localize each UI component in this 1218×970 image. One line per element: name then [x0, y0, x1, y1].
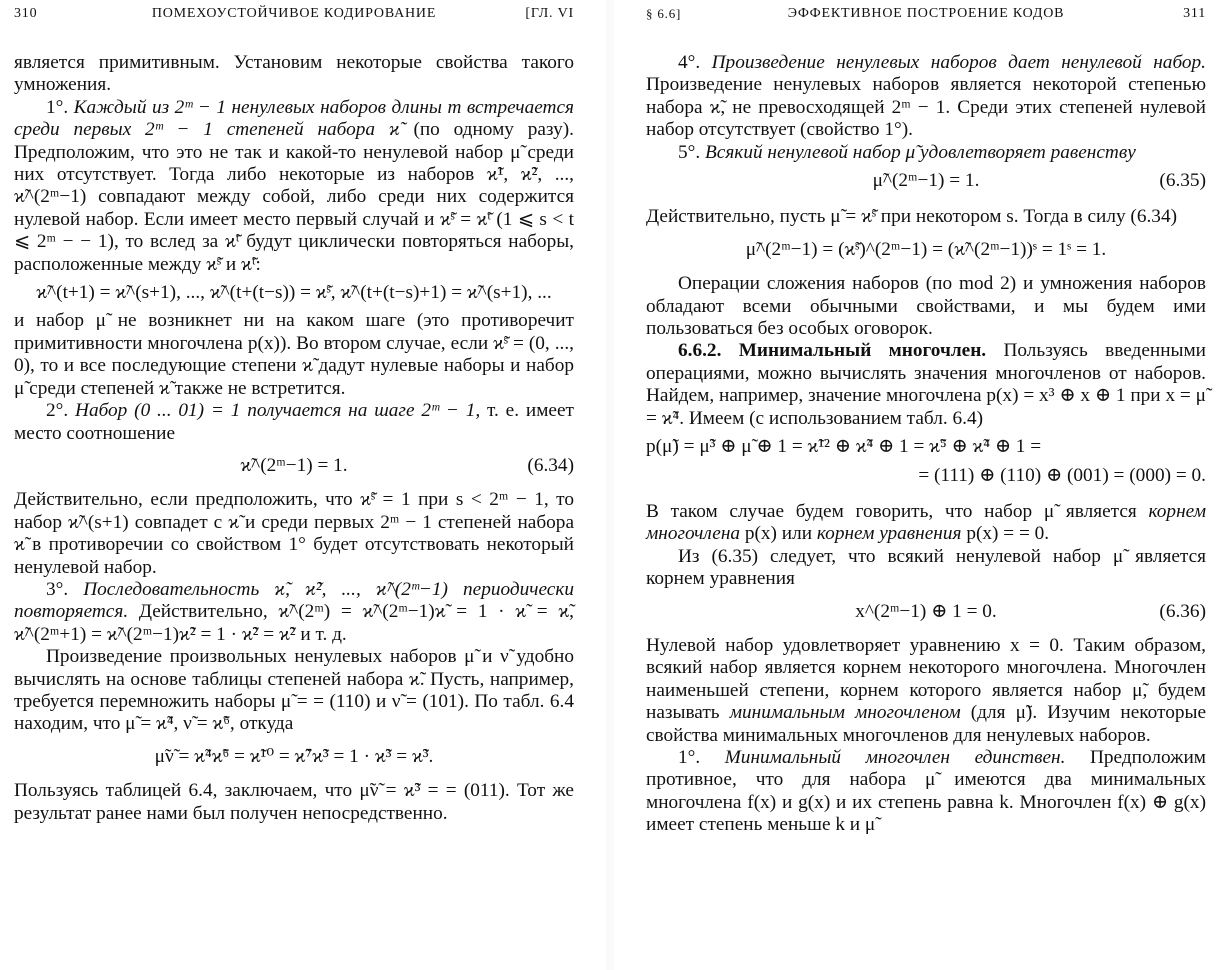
equation-mu-power [646, 239, 1206, 261]
equation-text: μ̃^(2ᵐ−1) = (ϰ̃ˢ)^(2ᵐ−1) = (ϰ̃^(2ᵐ−1))ˢ = 1ˢ = 1. [745, 238, 1107, 260]
paragraph: Из (6.35) следует, что всякий ненулевой набор μ̃ является корнем уравнения [646, 545, 1206, 590]
equation-text: ϰ̃^(2ᵐ−1) = 1. [240, 454, 348, 476]
term: корнем многочлена [646, 500, 1207, 545]
paragraph: Пользуясь таблицей 6.4, заключаем, что μ̃ν̃ = ϰ̃³ = = (011). Тот же результат ранее нами был получен непосредственно. [14, 780, 574, 824]
equation-text: x^(2ᵐ−1) ⊕ 1 = 0. [855, 600, 997, 622]
equation-text: = (111) ⊕ (110) ⊕ (001) = (000) = 0. [918, 464, 1206, 486]
property-number: 1°. [46, 96, 69, 118]
paragraph: Действительно, если предположить, что ϰ̃ˢ = 1 при s < 2ᵐ − 1, то набор ϰ̃^(s+1) совпадет с ϰ̃ и среди первых 2ᵐ − 1 степеней набора ϰ̃ в противоречии со свойством 1° будет отсутствовать некоторый ненулевой набор. [14, 489, 574, 578]
text-run: Нулевой набор удовлетворяет уравнению x = 0. Таким образом, всякий набор является корнем некоторого многочлена. Многочлен наименьшей степени, корнем которого является набор μ̃, будем называть [646, 634, 1206, 724]
right-page-body [646, 52, 1206, 837]
running-title-right: ЭФФЕКТИВНОЕ ПОСТРОЕНИЕ КОДОВ [787, 6, 1065, 21]
text-run: p(x) или [744, 523, 813, 545]
paragraph: и набор μ̃ не возникнет ни на каком шаге (это противоречит примитивности многочлена p(x)). Во втором случае, если ϰ̃ˢ = (0, ..., 0), то и все последующие степени ϰ̃ дадут нулевые наборы и набор μ̃ среди степеней ϰ̃ также не встретится. [14, 310, 574, 399]
subsection-6-6-2 [646, 340, 1206, 430]
term: корнем уравнения [816, 523, 962, 545]
equation-6-34 [14, 455, 574, 477]
chapter-mark: [ГЛ. VI [525, 6, 574, 21]
property-statement: Всякий ненулевой набор μ̃ удовлетворяет равенству [705, 141, 1136, 163]
equation-text: μ̃^(2ᵐ−1) = 1. [872, 170, 980, 192]
property-statement: Минимальный многочлен единствен. [724, 746, 1066, 768]
property-number: 1°. [678, 746, 701, 768]
property-statement: Набор (0 ... 01) = 1 получается на шаге 2ᵐ − 1, [75, 400, 481, 422]
equation-p-mu-line1 [646, 436, 1206, 458]
text-run: p(x) = = 0. [966, 523, 1050, 545]
right-page [646, 0, 1206, 970]
subsection-text: Пользуясь введенными операциями, можно вычислять значения многочленов от наборов. Найдем, например, значение многочлена p(x) = x³ ⊕ x ⊕ 1 при x = μ̃ = ϰ̃⁴. Имеем (с использованием табл. 6.4) [646, 340, 1206, 429]
property-4 [646, 52, 1206, 142]
equation-cycle [14, 282, 574, 304]
paragraph-root-definition [646, 501, 1206, 546]
running-title-left: ПОМЕХОУСТОЙЧИВОЕ КОДИРОВАНИЕ [151, 6, 437, 21]
equation-number: (6.35) [1159, 170, 1206, 192]
left-page-body [14, 52, 574, 825]
paragraph: Действительно, пусть μ̃ = ϰ̃ˢ при некотором s. Тогда в силу (6.34) [646, 206, 1178, 228]
equation-number: (6.36) [1159, 600, 1206, 622]
equation-text: p(μ̃) = μ̃³ ⊕ μ̃ ⊕ 1 = ϰ̃¹² ⊕ ϰ̃⁴ ⊕ 1 = ϰ̃⁵ ⊕ ϰ̃⁴ ⊕ 1 = [646, 436, 1042, 458]
minimal-property-1 [646, 747, 1206, 837]
right-running-head [646, 6, 1206, 26]
equation-number: (6.34) [527, 454, 574, 476]
property-3 [14, 579, 574, 646]
left-page [14, 0, 574, 970]
property-statement: Последовательность ϰ̃, ϰ̃², ..., ϰ̃^(2ᵐ−1) периодически повторяется. [14, 578, 575, 623]
property-proof: т. е. имеет место соотношение [14, 400, 574, 444]
equation-text: μ̃ν̃ = ϰ̃⁴ϰ̃⁶ = ϰ̃¹⁰ = ϰ̃⁷ϰ̃³ = 1 · ϰ̃³ = ϰ̃³. [154, 745, 434, 767]
equation-product [14, 746, 574, 768]
page-gutter [606, 0, 614, 970]
section-mark: § 6.6] [646, 6, 682, 21]
text-run: (для μ̃). Изучим некоторые свойства минимальных многочленов для ненулевых наборов. [646, 702, 1207, 746]
term: минимальным многочленом [729, 702, 961, 724]
property-proof: (по одному разу). Предположим, что это не так и какой-то ненулевой набор μ̃ среди них отсутствует. Тогда либо некоторые из наборов ϰ̃¹, ϰ̃², ..., ϰ̃^(2ᵐ−1) совпадают между собой, либо среди них содержится нулевой набор. Если имеет место первый случай и ϰ̃ˢ = ϰ̃ᵗ (1 ⩽ s < t ⩽ 2ᵐ − − 1), то вслед за ϰ̃ᵗ будут циклически повторяться наборы, расположенные между ϰ̃ˢ и ϰ̃ᵗ: [14, 119, 574, 275]
property-statement: Произведение ненулевых наборов дает ненулевой набор. [711, 52, 1206, 73]
property-statement: Каждый из 2ᵐ − 1 ненулевых наборов длины m встречается среди первых 2ᵐ − 1 степеней набора ϰ̃ [14, 96, 574, 141]
subsection-heading: 6.6.2. Минимальный многочлен. [678, 340, 987, 362]
property-2 [14, 400, 574, 445]
property-number: 3°. [46, 578, 69, 600]
equation-p-mu-line2 [646, 465, 1206, 487]
paragraph: Произведение произвольных ненулевых наборов μ̃ и ν̃ удобно вычислять на основе таблицы степеней набора ϰ̃. Пусть, например, требуется перемножить наборы μ̃ = = (110) и ν̃ = (101). По табл. 6.4 находим, что μ̃ = ϰ̃⁴, ν̃ = ϰ̃⁶, откуда [14, 646, 574, 735]
property-number: 5°. [678, 141, 701, 163]
equation-6-36 [646, 601, 1206, 623]
property-proof: Произведение ненулевых наборов является некоторой степенью набора ϰ̃, не превосходящей 2ᵐ − 1. Среди этих степеней нулевой набор отсутствует (свойство 1°). [646, 74, 1206, 141]
property-1 [14, 97, 574, 276]
paragraph-minimal-polynomial [646, 635, 1206, 747]
left-running-head [14, 6, 574, 26]
paragraph: является примитивным. Установим некоторые свойства такого умножения. [14, 52, 574, 96]
paragraph: Операции сложения наборов (по mod 2) и умножения наборов обладают всеми обычными свойствами, и мы будем ими пользоваться без особых оговорок. [646, 273, 1206, 340]
property-number: 4°. [678, 52, 701, 73]
equation-6-35 [646, 170, 1206, 192]
property-5 [646, 142, 1206, 164]
text-run: В таком случае будем говорить, что набор μ̃ является [646, 500, 1137, 522]
page-number-left: 310 [14, 6, 38, 21]
property-proof: Действительно, ϰ̃^(2ᵐ) = ϰ̃^(2ᵐ−1)ϰ̃ = 1 · ϰ̃ = ϰ̃, ϰ̃^(2ᵐ+1) = ϰ̃^(2ᵐ−1)ϰ̃² = 1 · ϰ̃² = ϰ̃² и т. д. [14, 601, 574, 645]
equation-text: ϰ̃^(t+1) = ϰ̃^(s+1), ..., ϰ̃^(t+(t−s)) = ϰ̃ˢ, ϰ̃^(t+(t−s)+1) = ϰ̃^(s+1), ... [36, 282, 552, 304]
property-number: 2°. [46, 400, 69, 422]
property-proof: Предположим противное, что для набора μ̃ имеются два минимальных многочлена f(x) и g(x) и их степень равна k. Многочлен f(x) ⊕ g(x) имеет степень меньше k и μ̃ [646, 746, 1206, 836]
page-number-right: 311 [1183, 6, 1206, 21]
